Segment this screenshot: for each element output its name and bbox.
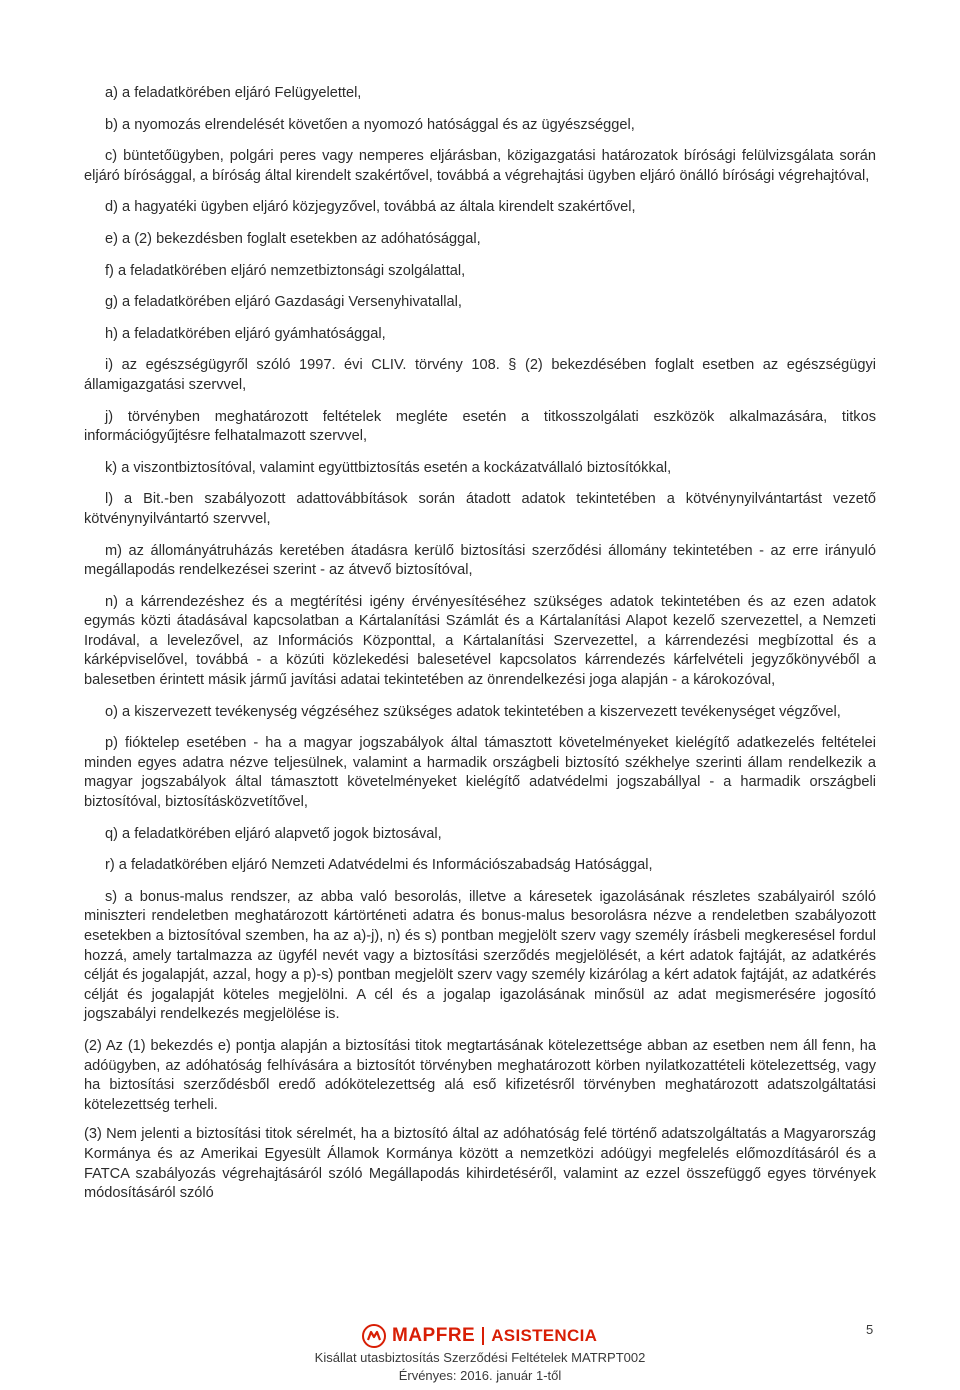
footer-document-title: Kisállat utasbiztosítás Szerződési Feltételek MATRPT002 — [314, 1350, 646, 1365]
list-item-f: f) a feladatkörében eljáró nemzetbiztonsági szolgálattal, — [105, 262, 466, 279]
list-item-h: h) a feladatkörében eljáró gyámhatósággal, — [105, 325, 386, 342]
paragraph-2: (2) Az (1) bekezdés e) pontja alapján a biztosítási titok megtartásának kötelezettsége abban az esetben nem áll fenn, ha adóügyben, az adóhatóság felhívására a biztosítót törvényben meghatározott körben nyilatkozattételi kötelezettség, vagy ha biztosítási szerződésből eredő adókötelezettség alá eső kifizetésről törvényben meghatározott adatszolgáltatási kötelezettség terheli. — [84, 1037, 876, 1113]
logo-subtitle-text: ASISTENCIA — [491, 1326, 598, 1345]
list-item-c: c) büntetőügyben, polgári peres vagy nemperes eljárásban, közigazgatási határozatok bírósági felülvizsgálata során eljáró bírósággal, a bíróság által kirendelt szakértővel, továbbá a végrehajtási ügyben eljáró önálló bírósági végrehajtóval, — [84, 148, 876, 184]
list-item-s: s) a bonus-malus rendszer, az abba való besorolás, illetve a káresetek igazolásának részletes szabályairól szóló miniszteri rendeletben meghatározott kártörténeti adatra és bonus-malus besorolásra nézve a rendeletben szabályozott esetekben a biztosítóval szemben, ha az a)-j), n) és s) pontban megjelölt szerv vagy személy írásbeli megkeresésel fordul hozzá, amely tartalmazza az ügyfél nevét vagy a biztosítási szerződés megjelölését, a kért adatok fajtáját, az adatkérés célját és jogalapját, azzal, hogy a p)-s) pontban megjelölt szerv vagy személy kizárólag a kért adatok fajtáját, az adatkérés célját és jogalapját köteles megjelölni. A cél és a jogalap igazolásának minősül az adat megismerésére jogosító jogszabályi rendelkezés megjelölése is. — [84, 888, 876, 1023]
list-item-m: m) az állományátruházás keretében átadásra kerülő biztosítási szerződési állomány tekintetében - az erre irányuló megállapodás rendelkezései szerint - az átvevő biztosítóval, — [84, 542, 876, 579]
paragraph-3: (3) Nem jelenti a biztosítási titok sérelmét, ha a biztosító által az adóhatóság felé történő adatszolgáltatás a Magyarország Kormánya és az Amerikai Egyesült Államok Kormánya között a nemzetközi adóügyi megfelelés előmozdításáról és a FATCA szabályozás végrehajtásáról szóló Megállapodás kihirdetéséről, valamint az ezzel összefüggő egyes törvények módosításáról szóló — [84, 1126, 876, 1202]
list-item-b: b) a nyomozás elrendelését követően a nyomozó hatósággal és az ügyészséggel, — [105, 116, 635, 133]
list-item-k: k) a viszontbiztosítóval, valamint együttbiztosítás esetén a kockázatvállaló biztosítókkal, — [105, 459, 672, 476]
mapfre-logo — [362, 1322, 597, 1350]
list-item-j: j) törvényben meghatározott feltételek megléte esetén a titkosszolgálati eszközök alkalmazására, titkos információgyűjtésre felhatalmazott szervvel, — [84, 408, 876, 445]
document-body — [84, 84, 876, 1216]
list-item-i: i) az egészségügyről szóló 1997. évi CLIV. törvény 108. § (2) bekezdésében foglalt esetben az egészségügyi államigazgatási szervvel, — [84, 357, 876, 393]
list-item-o: o) a kiszervezett tevékenység végzéséhez szükséges adatok tekintetében a kiszervezett tevékenységet végzővel, — [105, 703, 841, 720]
page-footer — [0, 1318, 960, 1390]
list-item-e: e) a (2) bekezdésben foglalt esetekben az adóhatósággal, — [105, 230, 481, 247]
list-item-r: r) a feladatkörében eljáró Nemzeti Adatvédelmi és Információszabadság Hatósággal, — [105, 857, 653, 874]
mapfre-emblem-icon — [362, 1324, 386, 1348]
list-item-a: a) a feladatkörében eljáró Felügyelettel, — [105, 85, 362, 101]
list-item-d: d) a hagyatéki ügyben eljáró közjegyzővel, továbbá az általa kirendelt szakértővel, — [105, 199, 636, 216]
list-item-n: n) a kárrendezéshez és a megtérítési igény érvényesítéséhez szükséges adatok tekintetében és az ezen adatok egymás közti átadásával kapcsolatban a Kártalanítási Számlát és a Kártalanítási Alapot kezelő szervezettel, a Nemzeti Irodával, a levelezővel, az Információs Központtal, a Kártalanítási Szervezettel, a kárrendezési megbízottal és a kárképviselővel, továbbá - a közúti közlekedési balesetével kapcsolatos kárrendezés kárfelvételi jegyzőkönyvéből a balesetben érintett másik jármű javítási adatai tekintetében az önrendelkezési joga alapján - a károkozóval, — [84, 593, 876, 689]
logo-separator — [482, 1327, 484, 1345]
list-item-g: g) a feladatkörében eljáró Gazdasági Versenyhivatallal, — [105, 294, 462, 311]
list-item-q: q) a feladatkörében eljáró alapvető jogok biztosával, — [105, 825, 442, 842]
footer-valid-from: Érvényes: 2016. január 1-től — [398, 1368, 562, 1383]
list-item-p: p) fióktelep esetében - ha a magyar jogszabályok által támasztott követelményeket kielégítő adatkezelés feltételei minden egyes adatra nézve teljesülnek, valamint a harmadik országbeli biztosító székhelye szerinti állam rendelkezik a magyar jogszabályok által támasztott követelményeket kielégítő adatvédelmi jogszabállyal - a harmadik országbeli biztosítóval, biztosításközvetítővel, — [84, 735, 876, 811]
list-item-l: l) a Bit.-ben szabályozott adattovábbítások során átadott adatok tekintetében a kötvénynyilvántartást vezető kötvénynyilvántartó szervvel, — [84, 491, 876, 527]
page-number: 5 — [866, 1322, 874, 1337]
logo-brand-text: MAPFRE — [392, 1325, 476, 1346]
